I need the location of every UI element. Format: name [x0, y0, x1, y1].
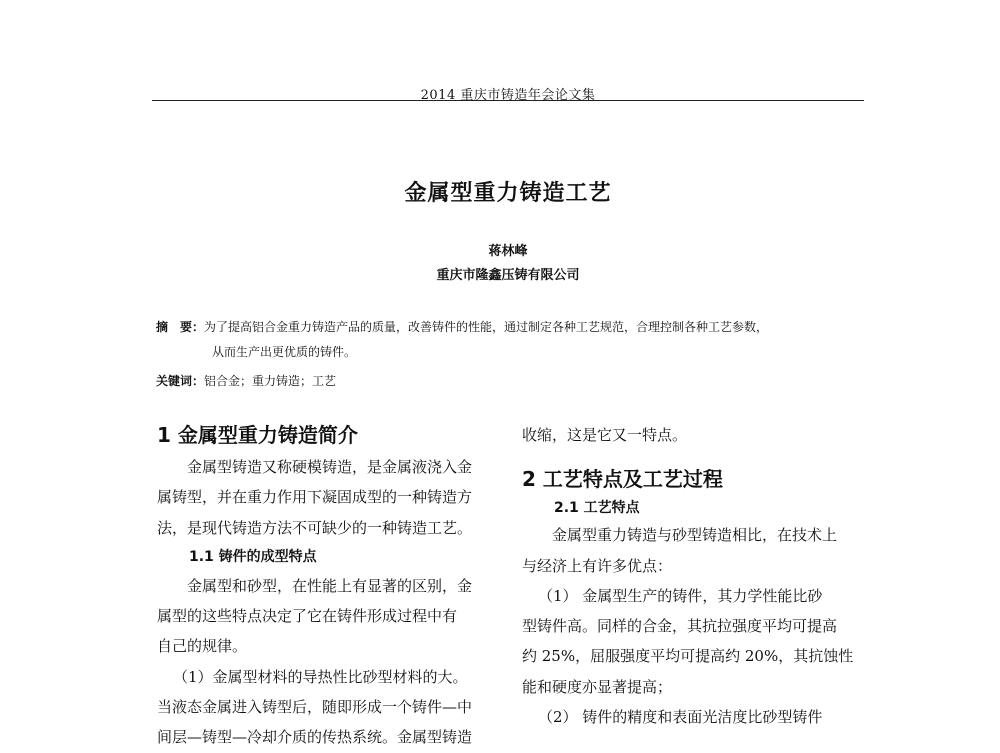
author-affiliation: 重庆市隆鑫压铸有限公司 — [436, 268, 580, 283]
paper-title: 金属型重力铸造工艺 — [404, 181, 612, 206]
abstract-line-2: 从而生产出更优质的铸件。 — [212, 345, 357, 359]
left-p1-line1: 金属型铸造又称硬模铸造，是金属液浇入金 — [187, 458, 473, 476]
right-column — [522, 420, 867, 732]
right-p1-line2: 与经济上有许多优点： — [522, 556, 673, 575]
left-p2-line1: 金属型和砂型，在性能上有显著的区别，金 — [187, 576, 473, 595]
subsection-2-1-heading: 2.1 工艺特点 — [554, 500, 640, 517]
right-p2-line2: 型铸件高。同样的合金，其抗拉强度平均可提高 — [522, 617, 838, 636]
header-rule — [152, 100, 864, 101]
left-p2-line3: 自己的规律。 — [157, 637, 248, 656]
left-p3-line1: （1）金属型材料的导热性比砂型材料的大。 — [173, 667, 468, 686]
keywords — [156, 370, 868, 393]
section-2-heading: 2 工艺特点及工艺过程 — [522, 467, 723, 492]
left-p3-line2: 当液态金属进入铸型后，随即形成一个铸件—中 — [157, 698, 473, 717]
abstract-text-1: 为了提高铝合金重力铸造产品的质量，改善铸件的性能，通过制定各种工艺规范，合理控制各种工艺参数， — [204, 320, 769, 334]
keywords-label: 关键词： — [156, 374, 205, 388]
right-p3-line1: （2） 铸件的精度和表面光洁度比砂型铸件 — [538, 708, 823, 727]
right-p2-line4: 能和硬度亦显著提高； — [522, 677, 673, 696]
right-cont-line: 收缩，这是它又一特点。 — [522, 426, 688, 444]
section-1-heading: 1 金属型重力铸造简介 — [157, 423, 358, 447]
right-p1-line1: 金属型重力铸造与砂型铸造相比，在技术上 — [552, 526, 838, 545]
abstract-label: 摘 要： — [156, 320, 205, 334]
author-name: 蒋林峰 — [488, 244, 528, 259]
left-p3-line3: 间层—铸型—冷却介质的传热系统。金属型铸造 — [157, 728, 473, 747]
left-p1-line3: 法，是现代铸造方法不可缺少的一种铸造工艺。 — [157, 518, 473, 537]
right-p2-line3: 约 25%，屈服强度平均可提高约 20%，其抗蚀性 — [522, 647, 854, 666]
keywords-text: 铝合金；重力铸造；工艺 — [204, 374, 337, 388]
right-p2-line1: （1） 金属型生产的铸件，其力学性能比砂 — [538, 586, 823, 605]
left-p1-line2: 属铸型，并在重力作用下凝固成型的一种铸造方 — [157, 488, 473, 507]
subsection-1-1-heading: 1.1 铸件的成型特点 — [189, 548, 317, 565]
running-head: 2014 重庆市铸造年会论文集 — [420, 88, 596, 103]
left-p2-line2: 属型的这些特点决定了它在铸件形成过程中有 — [157, 607, 458, 626]
abstract-line-1 — [156, 316, 868, 339]
